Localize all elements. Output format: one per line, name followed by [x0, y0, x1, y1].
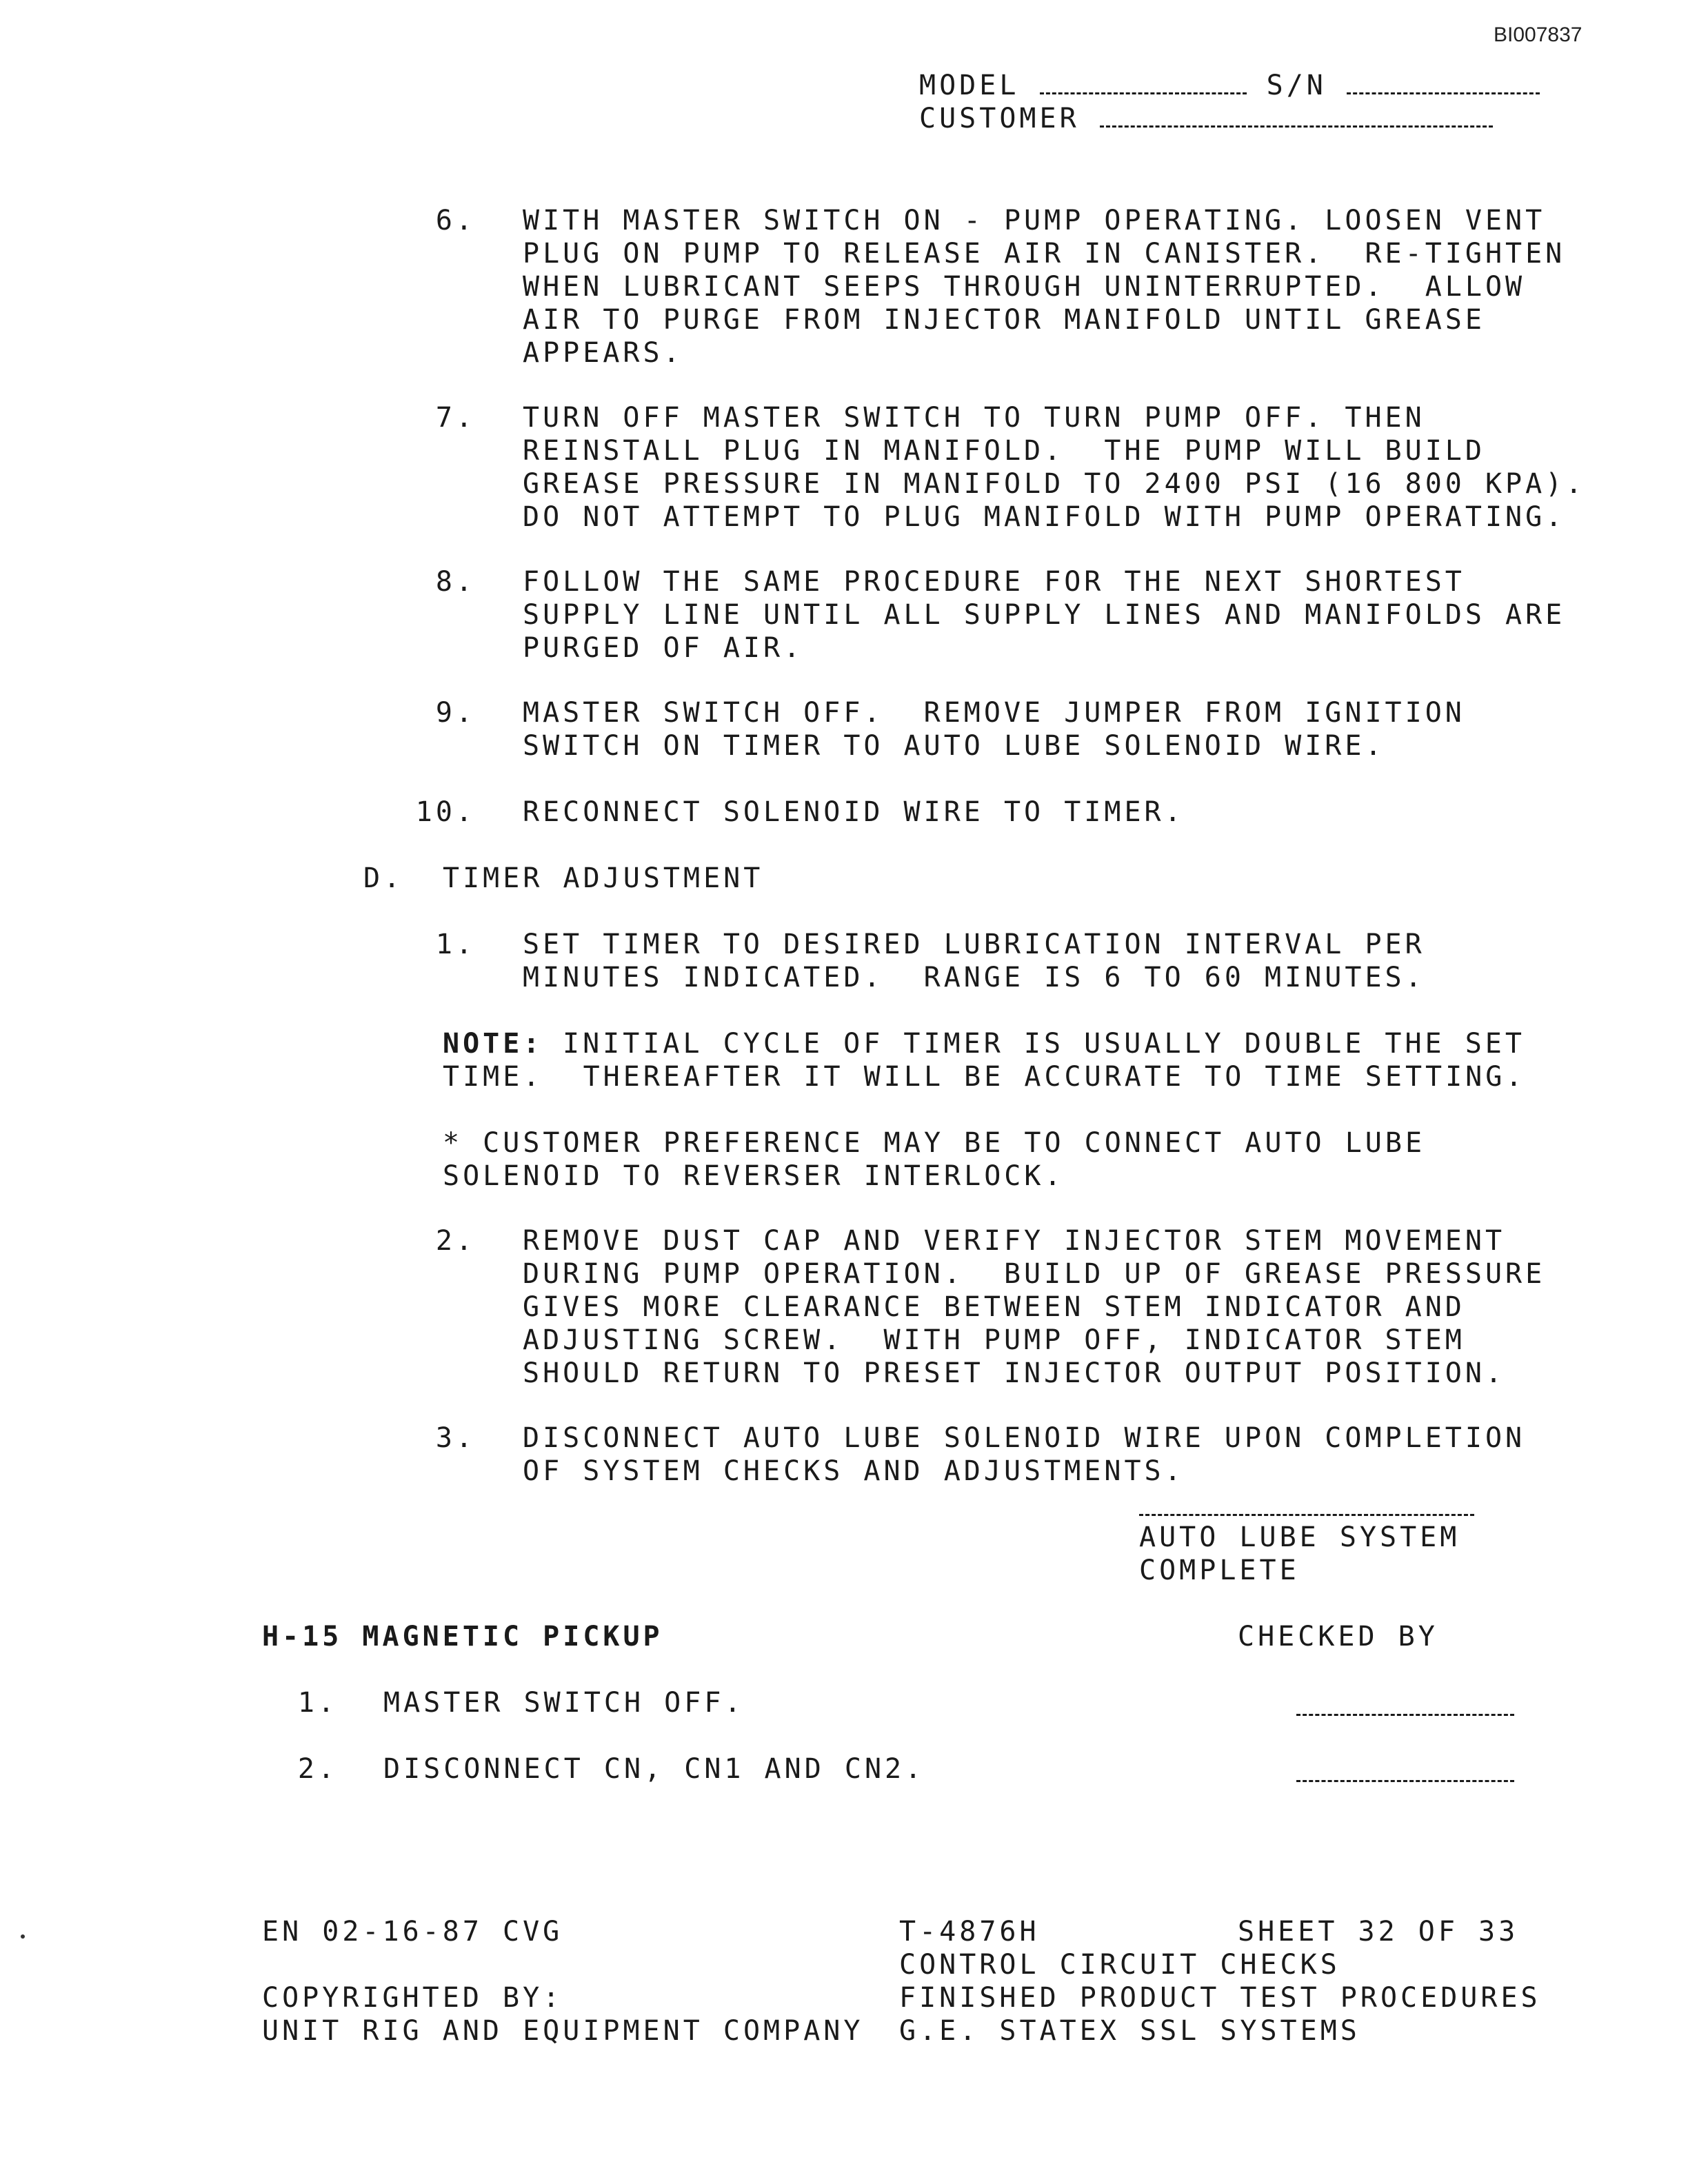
step-line: GREASE PRESSURE IN MANIFOLD TO 2400 PSI (16 800 KPA).: [523, 468, 1586, 500]
step-line: WITH MASTER SWITCH ON - PUMP OPERATING. LOOSEN VENT: [523, 205, 1546, 236]
step-number: 2.: [435, 1225, 476, 1257]
model-field: [919, 69, 1540, 102]
footer-sheet: SHEET 32 OF 33: [1238, 1916, 1519, 1948]
step-line: OF SYSTEM CHECKS AND ADJUSTMENTS.: [523, 1455, 1185, 1487]
section-title: TIMER ADJUSTMENT: [443, 862, 764, 894]
note-label: NOTE:: [443, 1028, 543, 1060]
customer-preference-line: * CUSTOMER PREFERENCE MAY BE TO CONNECT AUTO LUBE: [443, 1127, 1426, 1159]
footer-section-name: CONTROL CIRCUIT CHECKS: [899, 1949, 1340, 1981]
step-line: DISCONNECT CN, CN1 AND CN2.: [383, 1753, 925, 1785]
step-line: SUPPLY LINE UNTIL ALL SUPPLY LINES AND MANIFOLDS ARE: [523, 599, 1566, 631]
step-number: 8.: [435, 566, 476, 598]
step-line: TURN OFF MASTER SWITCH TO TURN PUMP OFF. THEN: [523, 402, 1425, 434]
footer-copyright-label: COPYRIGHTED BY:: [262, 1982, 563, 2014]
step-line: SHOULD RETURN TO PRESET INJECTOR OUTPUT POSITION.: [523, 1357, 1506, 1389]
step-line: DURING PUMP OPERATION. BUILD UP OF GREASE PRESSURE: [523, 1258, 1546, 1290]
footer-procedure-name: FINISHED PRODUCT TEST PROCEDURES: [899, 1982, 1541, 2014]
step-line: AIR TO PURGE FROM INJECTOR MANIFOLD UNTIL GREASE: [523, 304, 1485, 336]
customer-label: CUSTOMER: [919, 103, 1080, 134]
customer-blank: [1100, 105, 1493, 128]
step-line: MINUTES INDICATED. RANGE IS 6 TO 60 MINUTES.: [523, 962, 1425, 993]
checked-by-line: [1296, 1780, 1514, 1782]
footer-doc-number: T-4876H: [899, 1916, 1040, 1948]
step-line: DO NOT ATTEMPT TO PLUG MANIFOLD WITH PUMP OPERATING.: [523, 501, 1566, 533]
step-line: PLUG ON PUMP TO RELEASE AIR IN CANISTER. RE-TIGHTEN: [523, 238, 1566, 270]
checked-by-line: [1296, 1714, 1514, 1716]
completion-signature-line: [1139, 1514, 1474, 1516]
step-line: SWITCH ON TIMER TO AUTO LUBE SOLENOID WIRE.: [523, 730, 1385, 762]
sn-label: S/N: [1266, 70, 1327, 101]
step-line: SET TIMER TO DESIRED LUBRICATION INTERVAL PER: [523, 929, 1425, 960]
step-number: 1.: [435, 929, 476, 960]
step-line: MASTER SWITCH OFF. REMOVE JUMPER FROM IGNITION: [523, 697, 1465, 729]
step-line: PURGED OF AIR.: [523, 632, 804, 664]
step-number: 9.: [435, 697, 476, 729]
step-line: REMOVE DUST CAP AND VERIFY INJECTOR STEM MOVEMENT: [523, 1225, 1506, 1257]
footer-company: UNIT RIG AND EQUIPMENT COMPANY: [262, 2015, 864, 2047]
note-line: INITIAL CYCLE OF TIMER IS USUALLY DOUBLE THE SET: [563, 1028, 1525, 1060]
step-line: DISCONNECT AUTO LUBE SOLENOID WIRE UPON COMPLETION: [523, 1422, 1526, 1454]
step-number: 10.: [415, 796, 476, 828]
completion-label: AUTO LUBE SYSTEM: [1139, 1521, 1460, 1553]
step-number: 3.: [435, 1422, 476, 1454]
step-line: FOLLOW THE SAME PROCEDURE FOR THE NEXT SHORTEST: [523, 566, 1465, 598]
step-line: REINSTALL PLUG IN MANIFOLD. THE PUMP WILL BUILD: [523, 435, 1485, 467]
section-letter: D.: [363, 862, 404, 894]
model-blank: [1040, 72, 1247, 94]
step-number: 7.: [435, 402, 476, 434]
step-line: GIVES MORE CLEARANCE BETWEEN STEM INDICATOR AND: [523, 1291, 1465, 1323]
step-line: MASTER SWITCH OFF.: [383, 1687, 745, 1719]
checked-by-label: CHECKED BY: [1238, 1621, 1438, 1652]
step-line: WHEN LUBRICANT SEEPS THROUGH UNINTERRUPTED. ALLOW: [523, 271, 1526, 303]
footer-system-name: G.E. STATEX SSL SYSTEMS: [899, 2015, 1360, 2047]
sn-blank: [1347, 72, 1540, 94]
model-label: MODEL: [919, 70, 1020, 101]
footer-en-date: EN 02-16-87 CVG: [262, 1916, 563, 1948]
step-line: APPEARS.: [523, 337, 683, 369]
customer-preference-line: SOLENOID TO REVERSER INTERLOCK.: [443, 1160, 1065, 1192]
step-line: ADJUSTING SCREW. WITH PUMP OFF, INDICATOR STEM: [523, 1324, 1465, 1356]
completion-label: COMPLETE: [1139, 1555, 1300, 1586]
step-number: 2.: [297, 1753, 338, 1785]
customer-field: [919, 102, 1493, 135]
h15-title: H-15 MAGNETIC PICKUP: [262, 1621, 663, 1652]
scan-speck: [21, 1934, 25, 1939]
note-line: TIME. THEREAFTER IT WILL BE ACCURATE TO TIME SETTING.: [443, 1061, 1526, 1093]
step-line: RECONNECT SOLENOID WIRE TO TIMER.: [523, 796, 1185, 828]
step-number: 6.: [435, 205, 476, 236]
document-id: BI007837: [1494, 23, 1582, 46]
step-number: 1.: [297, 1687, 338, 1719]
